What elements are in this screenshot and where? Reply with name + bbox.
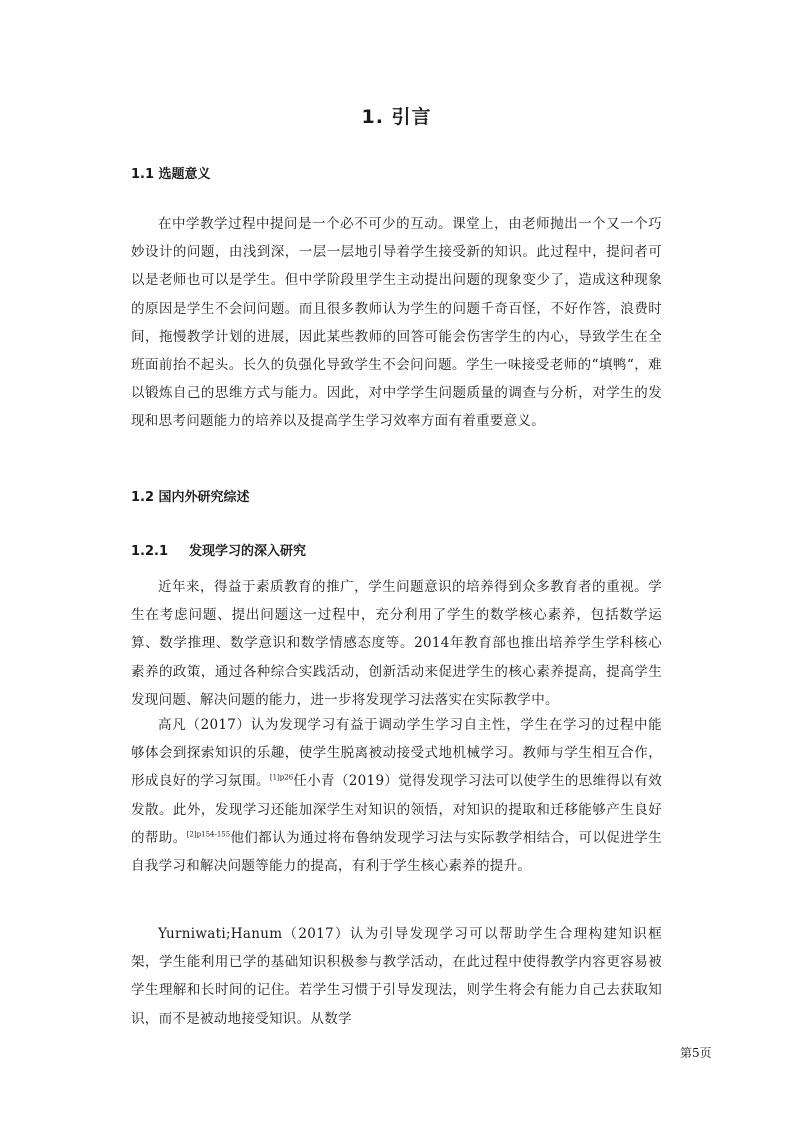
page-number: 第5页	[680, 1046, 712, 1060]
paragraph-text-part2: 任小青（2019）觉得发现学习法可以使学生的思维得以有效发散。此外，发现学习还能加深学生对知识的领悟，对知识的提取和迁移能够产生良好的帮助。	[131, 773, 662, 846]
paragraph-text-part3: 他们都认为通过将布鲁纳发现学习法与实际教学相结合，可以促进学生自我学习和解决问题等能力的提高，有利于学生核心素养的提升。	[131, 829, 662, 875]
chapter-title: 1. 引言	[361, 106, 432, 128]
citation-1: [1]p26	[269, 773, 294, 782]
paragraph-significance: 在中学教学过程中提问是一个必不可少的互动。课堂上，由老师抛出一个又一个巧妙设计的问题，由浅到深，一层一层地引导着学生接受新的知识。此过程中，提问者可以是老师也可以是学生。但中学阶段里学生主动提出问题的现象变少了，造成这种现象的原因是学生不会问问题。而且很多教师认为学生的问题千奇百怪，不好作答，浪费时间，拖慢教学计划的进展，因此某些教师的回答可能会伤害学生的内心，导致学生在全班面前抬不起头。长久的负强化导致学生不会问问题。学生一味接受老师的“填鸭“，难以锻炼自己的思维方式与能力。因此，对中学学生问题质量的调查与分析，对学生的发现和思考问题能力的培养以及提高学生学习效率方面有着重要意义。	[131, 216, 662, 430]
citation-2: [2]p154-155	[186, 830, 231, 839]
subsection-heading-1-2-1	[131, 540, 306, 559]
paragraph-recent-research: 近年来，得益于素质教育的推广，学生问题意识的培养得到众多教育者的重视。学生在考虑问题、提出问题这一过程中，充分利用了学生的数学核心素养，包括数学运算、数学推理、数学意识和数学情感态度等。2014年教育部也推出培养学生学科核心素养的政策，通过各种综合实践活动，创新活动来促进学生的核心素养提高，提高学生发现问题、解决问题的能力，进一步将发现学习法落实在实际教学中。	[131, 579, 662, 708]
paragraph-guided-discovery: Yurniwati;Hanum（2017）认为引导发现学习可以帮助学生合理构建知识框架，学生能利用已学的基础知识积极参与教学活动，在此过程中使得教学内容更容易被学生理解和长时间的记住。若学生习惯于引导发现法，则学生将会有能力自己去获取知识，而不是被动地接受知识。从数学	[131, 926, 662, 1027]
section-heading-1-2: 1.2 国内外研究综述	[131, 490, 250, 505]
paragraph-discovery-learning	[131, 711, 662, 880]
subsection-number: 1.2.1	[131, 544, 169, 559]
section-heading-1-1: 1.1 选题意义	[131, 167, 211, 182]
subsection-title: 发现学习的深入研究	[189, 544, 307, 559]
paragraph-text-part1: 高凡（2017）认为发现学习有益于调动学生学习自主性，学生在学习的过程中能够体会到探索知识的乐趣，使学生脱离被动接受式地机械学习。教师与学生相互合作，形成良好的学习氛围。	[131, 717, 662, 790]
